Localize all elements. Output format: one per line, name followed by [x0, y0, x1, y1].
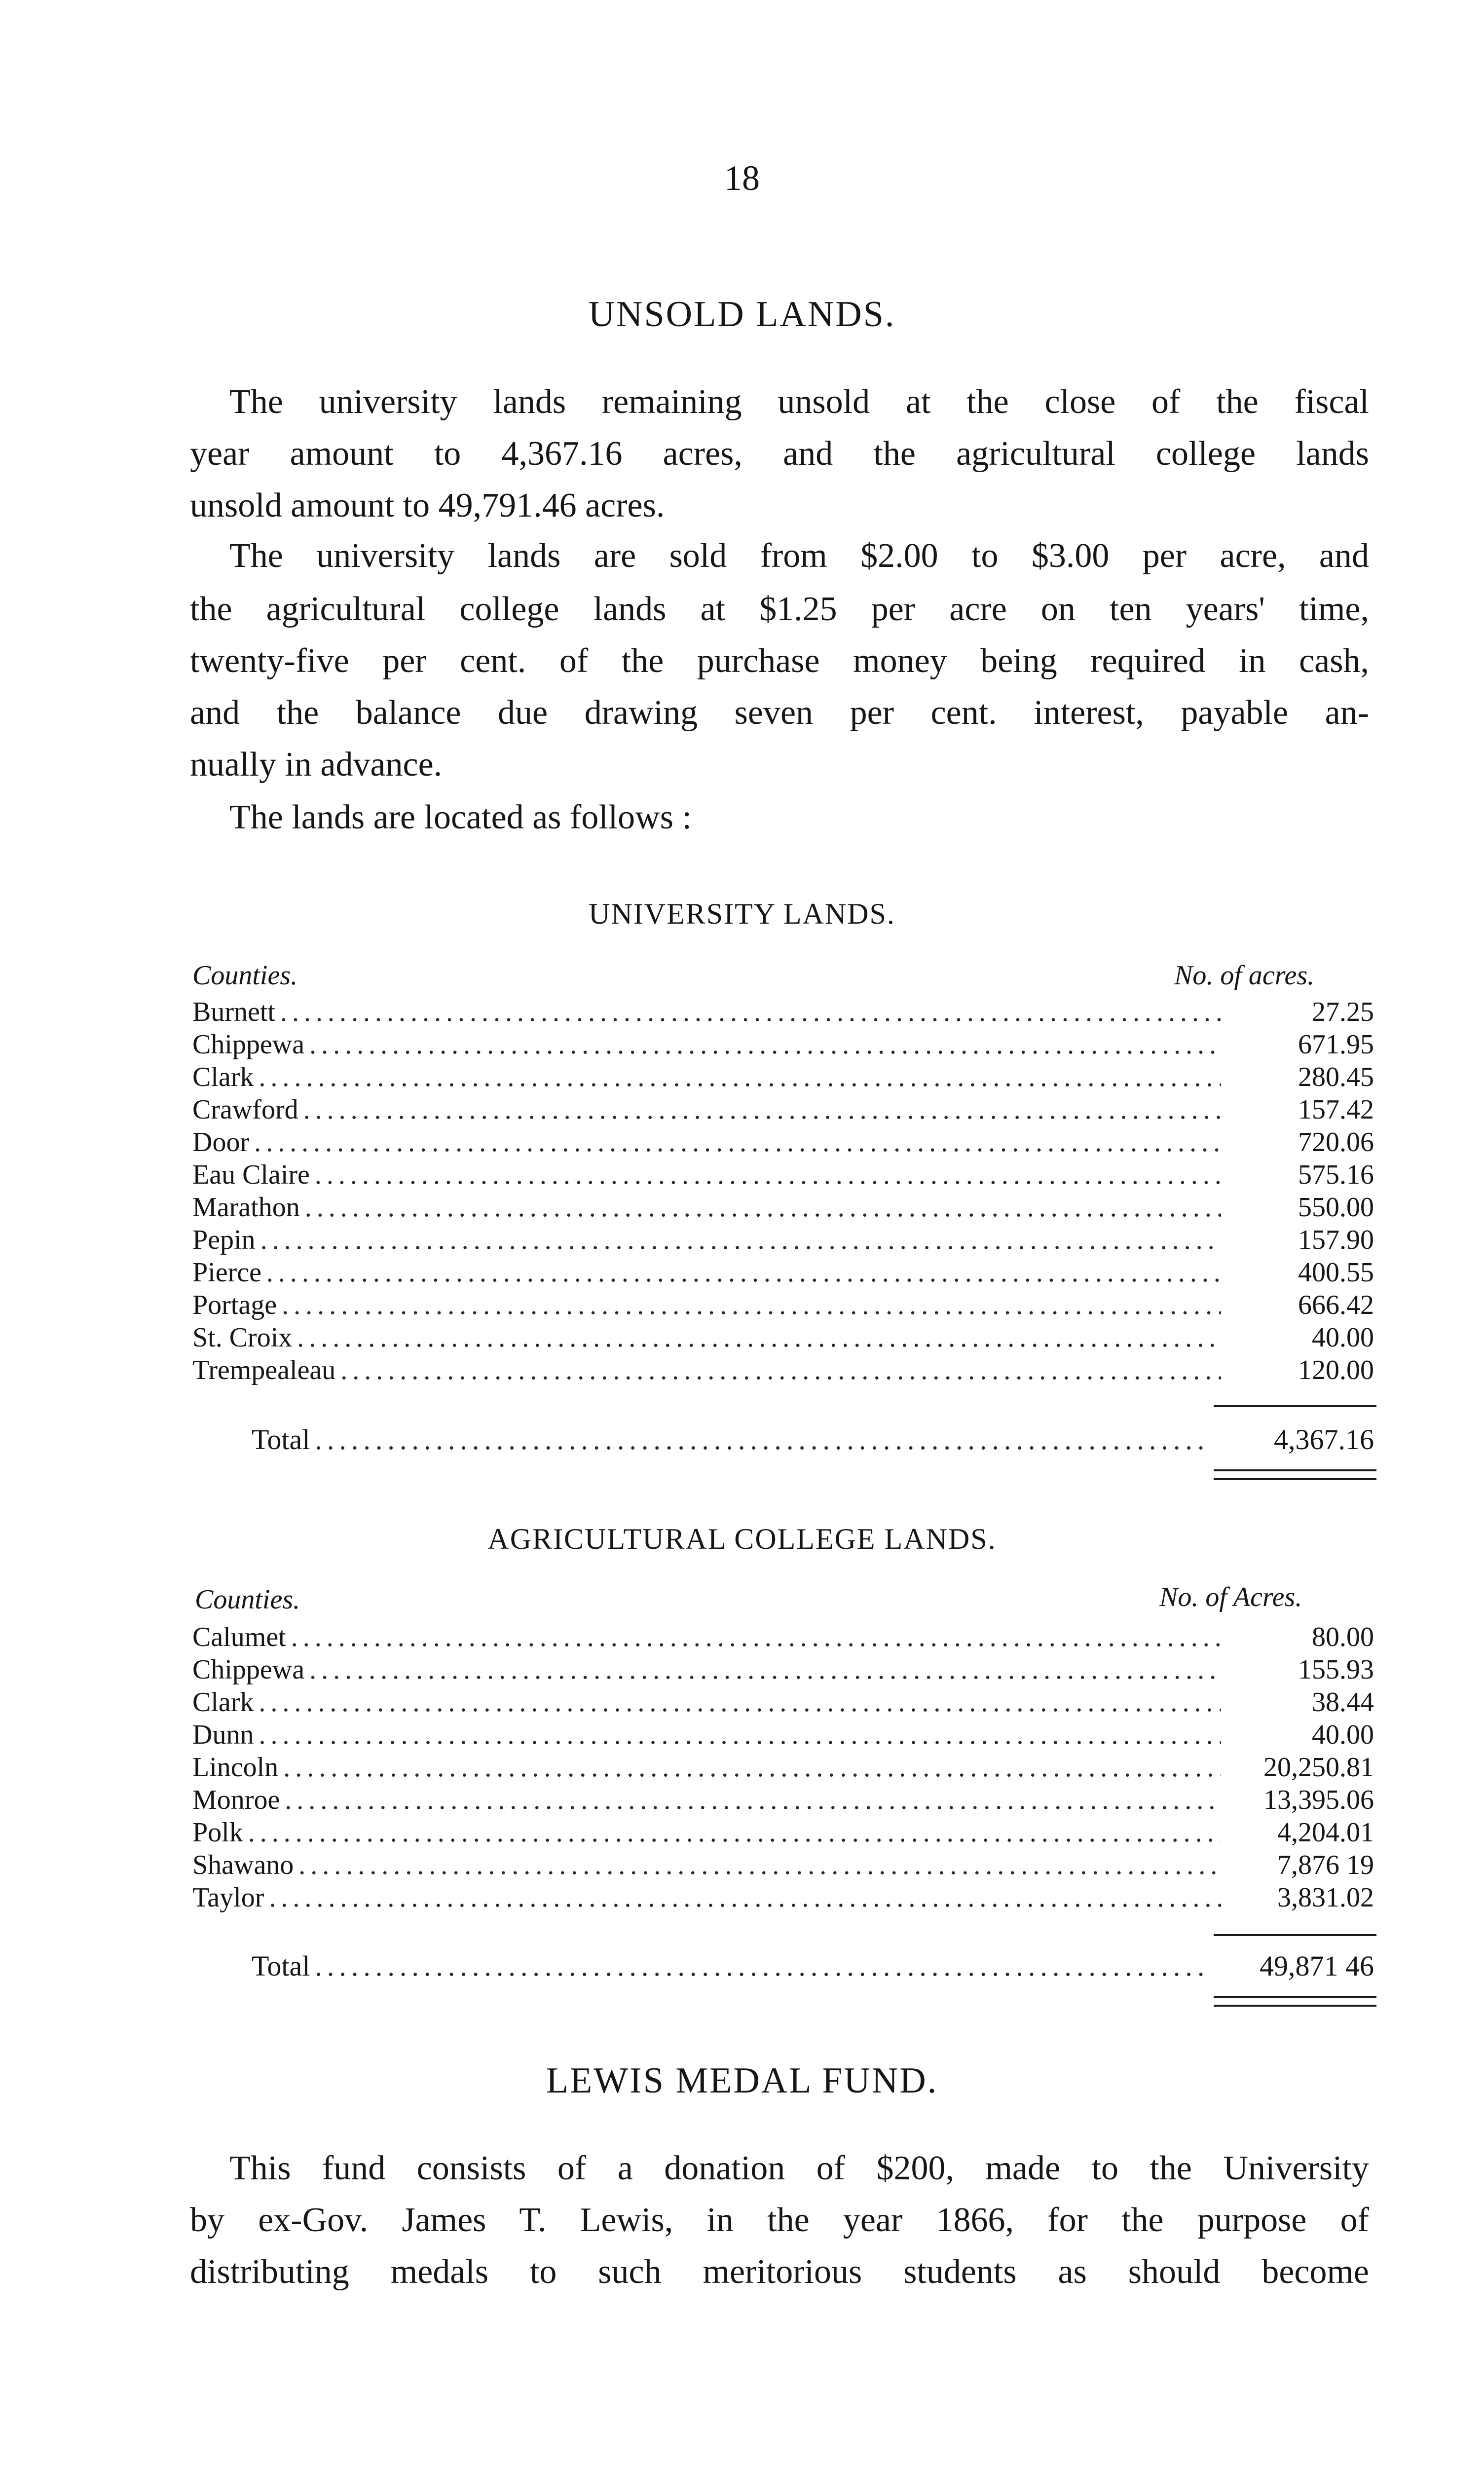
dot-leader — [303, 1093, 1221, 1126]
double-rule-top — [1214, 1469, 1376, 1471]
acres-value: 280.45 — [1298, 1062, 1374, 1092]
county-name: Chippewa — [192, 1029, 305, 1060]
dot-leader — [315, 1949, 1206, 1983]
dot-leader — [298, 1849, 1221, 1881]
table-row — [192, 1256, 1374, 1289]
paragraph-line: the agricultural college lands at $1.25 per acre on ten years' time, — [190, 590, 1369, 628]
table-row — [192, 1061, 1374, 1093]
dot-leader — [254, 1126, 1221, 1159]
double-rule-bottom — [1214, 1478, 1376, 1480]
table-row — [192, 1719, 1374, 1751]
county-name: Shawano — [192, 1850, 294, 1880]
acres-value: 7,876 19 — [1277, 1850, 1374, 1880]
dot-leader — [315, 1422, 1206, 1457]
acres-value: 155.93 — [1298, 1654, 1374, 1685]
paragraph-line: distributing medals to such meritorious students as should become — [190, 2253, 1369, 2291]
county-name: Eau Claire — [192, 1159, 310, 1190]
county-name: Polk — [192, 1817, 243, 1848]
dot-leader — [259, 1719, 1221, 1751]
university-counties-header: Counties. — [192, 960, 298, 991]
dot-leader — [282, 1289, 1221, 1321]
table-row — [192, 1126, 1374, 1159]
acres-value: 4,204.01 — [1277, 1817, 1374, 1848]
county-name: Marathon — [192, 1192, 300, 1223]
paragraph-line: year amount to 4,367.16 acres, and the agricultural college lands — [190, 435, 1369, 473]
county-name: Pepin — [192, 1225, 256, 1255]
paragraph-line: This fund consists of a donation of $200, made to the University — [229, 2149, 1369, 2187]
acres-value: 80.00 — [1312, 1622, 1374, 1652]
acres-value: 27.25 — [1312, 997, 1374, 1027]
total-value: 49,871 46 — [1260, 1950, 1374, 1982]
sum-rule — [1214, 1934, 1376, 1936]
table-row — [192, 1289, 1374, 1321]
county-name: Door — [192, 1127, 250, 1158]
dot-leader — [259, 1686, 1221, 1719]
university-acres-header: No. of acres. — [1174, 960, 1315, 991]
acres-value: 157.90 — [1298, 1225, 1374, 1255]
double-rule-bottom — [1214, 2005, 1376, 2007]
paragraph-line: nually in advance. — [190, 746, 443, 784]
acres-value: 120.00 — [1298, 1355, 1374, 1385]
agricultural-counties-header: Counties. — [195, 1584, 300, 1615]
paragraph-line: and the balance due drawing seven per cent. interest, payable an- — [190, 694, 1369, 732]
acres-value: 720.06 — [1298, 1127, 1374, 1158]
acres-value: 550.00 — [1298, 1192, 1374, 1223]
table-row — [192, 1686, 1374, 1719]
county-name: Chippewa — [192, 1654, 305, 1685]
paragraph-line: twenty-five per cent. of the purchase money being required in cash, — [190, 642, 1369, 680]
agricultural-acres-header: No. of Acres. — [1159, 1582, 1302, 1612]
acres-value: 3,831.02 — [1277, 1882, 1374, 1913]
double-rule-top — [1214, 1996, 1376, 1998]
university-lands-heading: UNIVERSITY LANDS. — [589, 897, 895, 930]
paragraph-line: unsold amount to 49,791.46 acres. — [190, 486, 665, 524]
dot-leader — [315, 1159, 1221, 1191]
lewis-medal-fund-heading: LEWIS MEDAL FUND. — [546, 2060, 938, 2101]
table-row — [192, 1354, 1374, 1386]
dot-leader — [259, 1061, 1221, 1093]
dot-leader — [283, 1751, 1221, 1784]
county-name: Portage — [192, 1290, 277, 1320]
county-name: Monroe — [192, 1785, 280, 1815]
table-row — [192, 996, 1374, 1028]
county-name: Trempealeau — [192, 1355, 336, 1385]
dot-leader — [248, 1816, 1221, 1849]
dot-leader — [280, 996, 1221, 1028]
dot-leader — [309, 1653, 1221, 1686]
paragraph-line: The lands are located as follows : — [229, 798, 692, 836]
county-name: Clark — [192, 1687, 254, 1718]
agricultural-lands-table — [192, 1621, 1374, 1914]
total-label: Total — [252, 1950, 310, 1982]
agricultural-total-row — [252, 1949, 1374, 1983]
county-name: Crawford — [192, 1094, 298, 1125]
table-row — [192, 1784, 1374, 1816]
dot-leader — [266, 1256, 1221, 1289]
table-row — [192, 1028, 1374, 1061]
dot-leader — [309, 1028, 1221, 1061]
county-name: Taylor — [192, 1882, 264, 1913]
table-row — [192, 1159, 1374, 1191]
county-name: Lincoln — [192, 1752, 279, 1783]
unsold-lands-heading: UNSOLD LANDS. — [588, 294, 896, 335]
county-name: St. Croix — [192, 1322, 293, 1353]
total-label: Total — [252, 1423, 310, 1456]
county-name: Dunn — [192, 1719, 254, 1750]
dot-leader — [340, 1354, 1221, 1386]
agricultural-lands-heading: AGRICULTURAL COLLEGE LANDS. — [487, 1523, 997, 1555]
dot-leader — [305, 1191, 1221, 1224]
table-row — [192, 1849, 1374, 1881]
acres-value: 38.44 — [1312, 1687, 1374, 1718]
acres-value: 13,395.06 — [1263, 1785, 1374, 1815]
county-name: Burnett — [192, 997, 275, 1027]
acres-value: 666.42 — [1298, 1290, 1374, 1320]
acres-value: 40.00 — [1312, 1719, 1374, 1750]
dot-leader — [285, 1784, 1221, 1816]
acres-value: 400.55 — [1298, 1257, 1374, 1288]
dot-leader — [291, 1621, 1221, 1653]
paragraph-line: The university lands remaining unsold at the close of the fiscal — [229, 383, 1369, 421]
sum-rule — [1214, 1405, 1376, 1407]
university-lands-table — [192, 996, 1374, 1386]
page-number: 18 — [724, 158, 760, 198]
table-row — [192, 1881, 1374, 1914]
table-row — [192, 1816, 1374, 1849]
acres-value: 20,250.81 — [1263, 1752, 1374, 1783]
acres-value: 671.95 — [1298, 1029, 1374, 1060]
table-row — [192, 1653, 1374, 1686]
acres-value: 40.00 — [1312, 1322, 1374, 1353]
table-row — [192, 1751, 1374, 1784]
county-name: Pierce — [192, 1257, 261, 1288]
total-value: 4,367.16 — [1274, 1423, 1374, 1456]
table-row — [192, 1321, 1374, 1354]
table-row — [192, 1093, 1374, 1126]
university-total-row — [252, 1422, 1374, 1457]
table-row — [192, 1191, 1374, 1224]
table-row — [192, 1621, 1374, 1653]
dot-leader — [260, 1224, 1221, 1256]
county-name: Calumet — [192, 1622, 286, 1652]
table-row — [192, 1224, 1374, 1256]
acres-value: 575.16 — [1298, 1159, 1374, 1190]
dot-leader — [297, 1321, 1221, 1354]
acres-value: 157.42 — [1298, 1094, 1374, 1125]
paragraph-line: The university lands are sold from $2.00 to $3.00 per acre, and — [229, 537, 1369, 575]
dot-leader — [269, 1881, 1221, 1914]
paragraph-line: by ex-Gov. James T. Lewis, in the year 1866, for the purpose of — [190, 2201, 1369, 2239]
county-name: Clark — [192, 1062, 254, 1092]
